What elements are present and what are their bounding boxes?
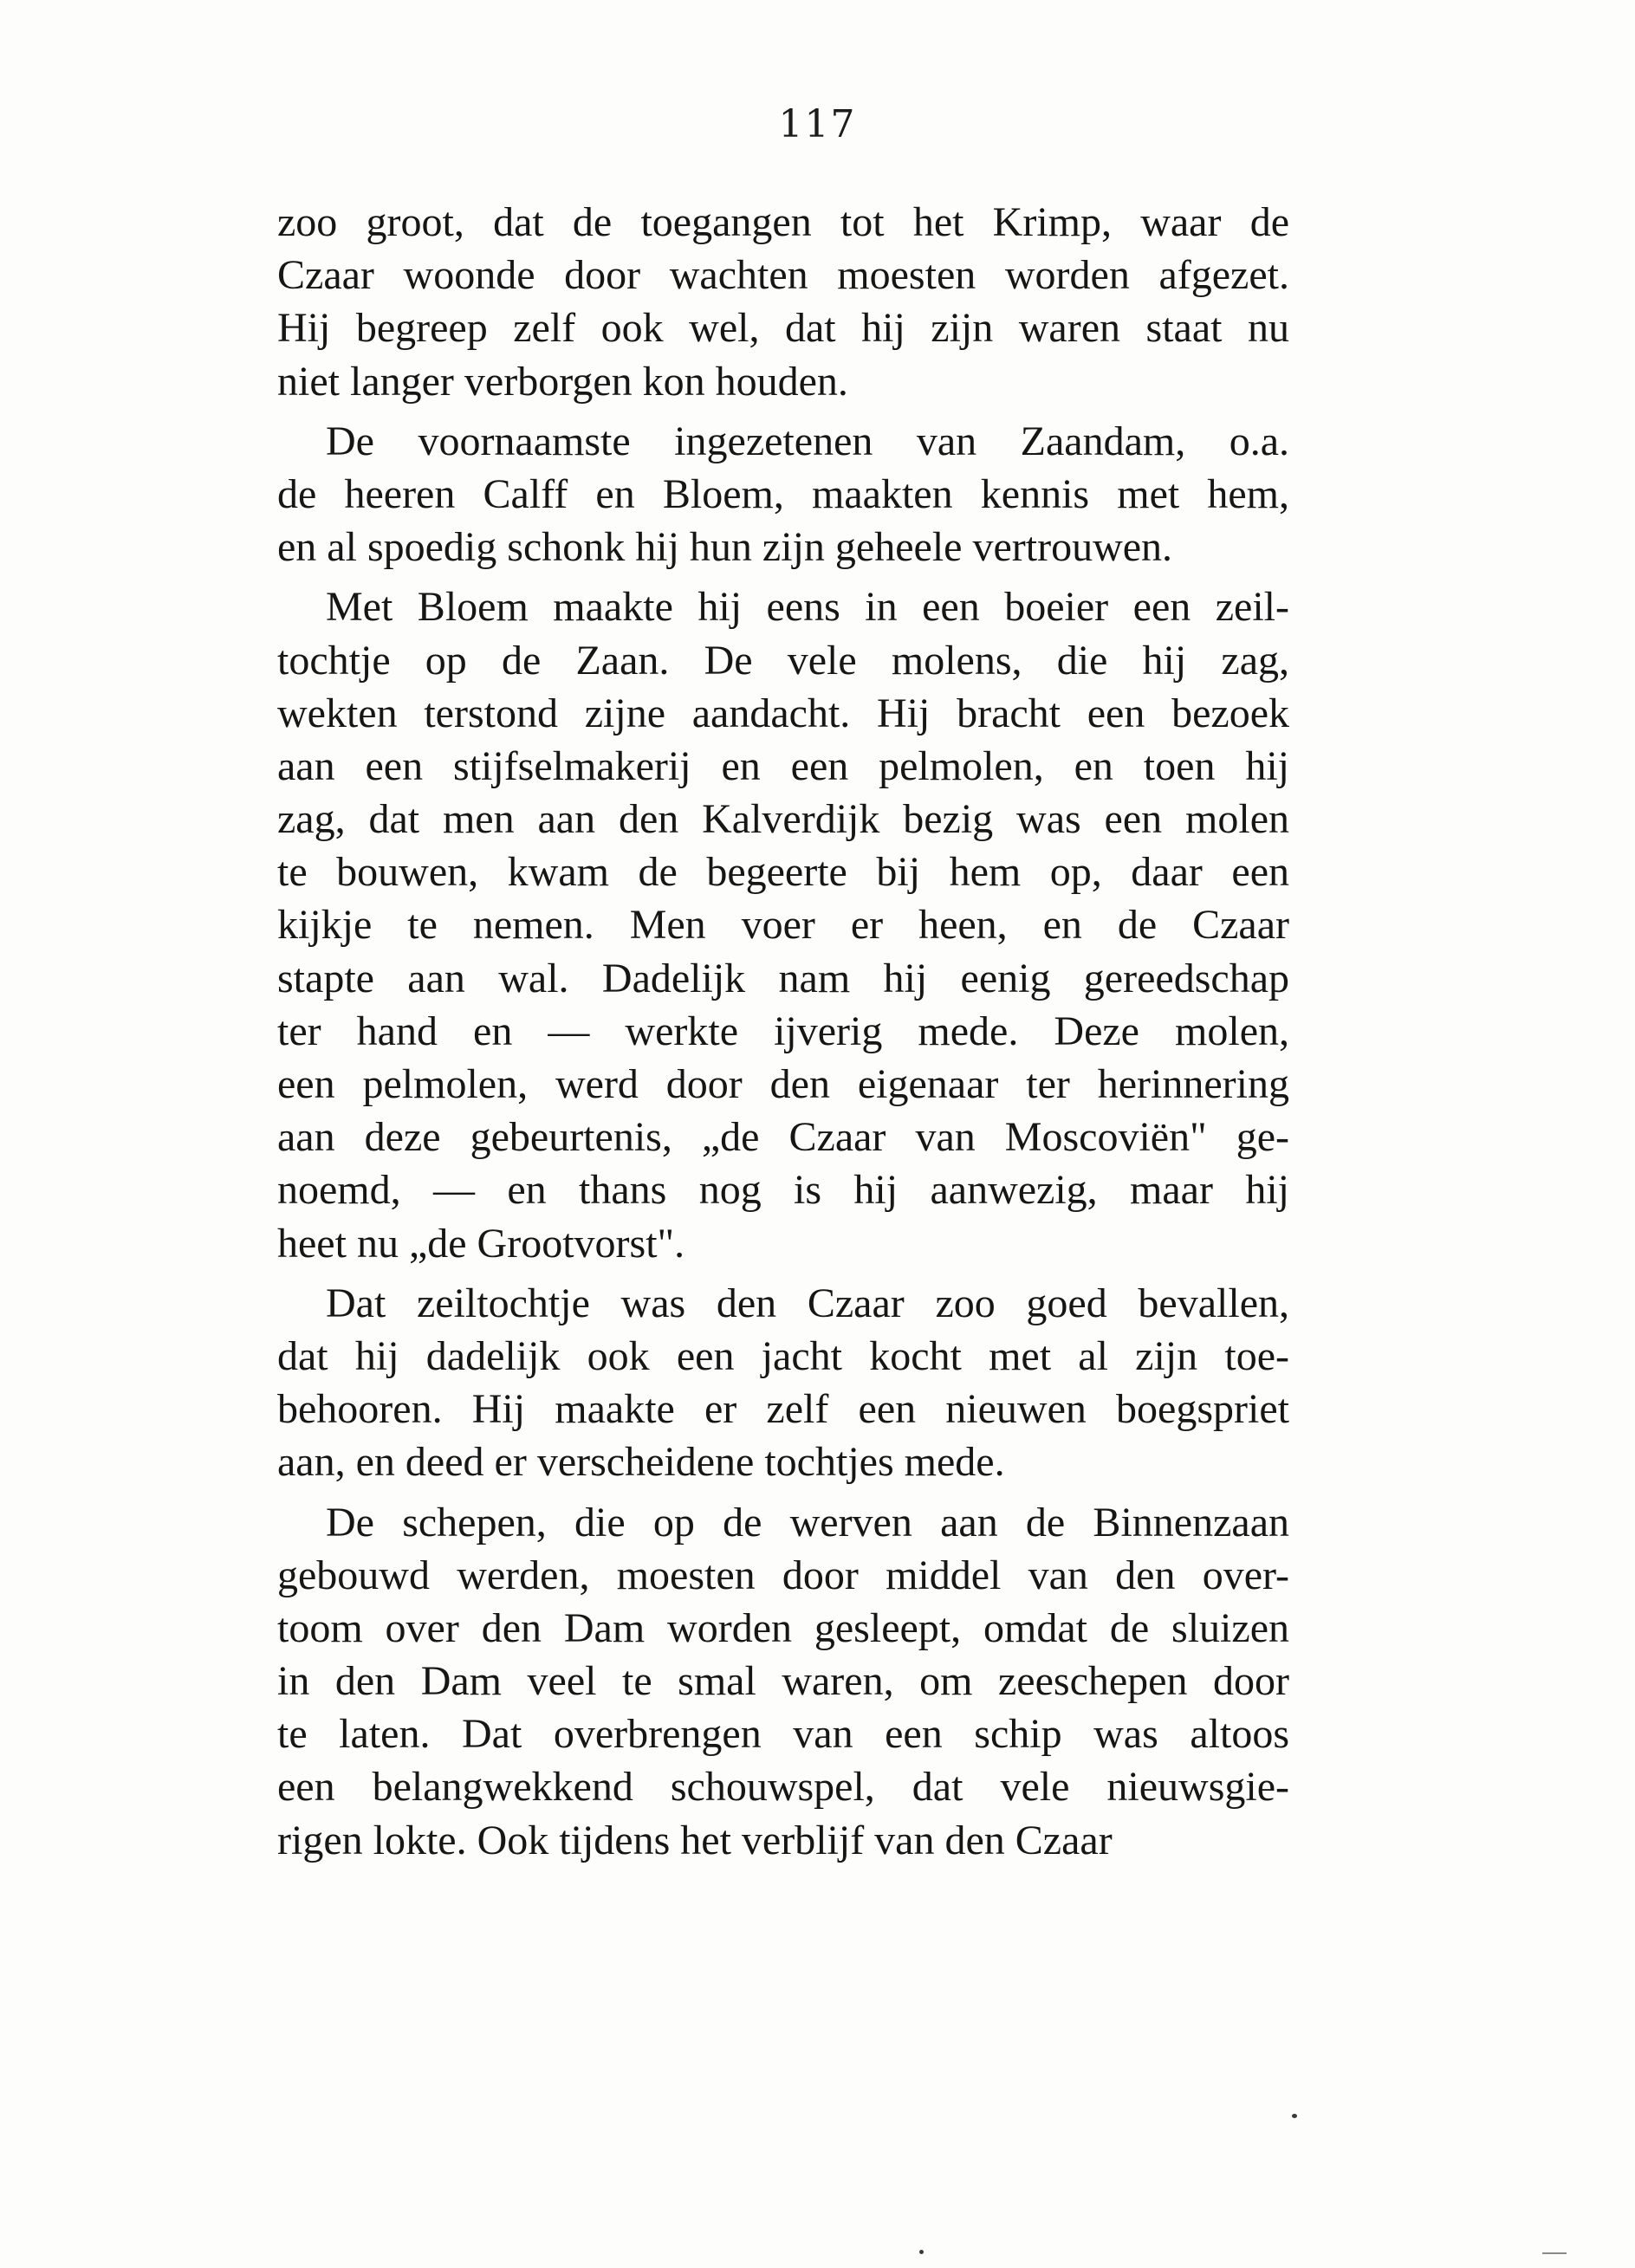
- paragraph: [277, 1496, 1289, 1867]
- text-line: Dat zeiltochtje was den Czaar zoo goed bevallen,: [326, 1280, 1289, 1326]
- text-line: rigen lokte. Ook tijdens het verblijf van den Czaar: [277, 1817, 1113, 1863]
- text-line: aan deze gebeurtenis, „de Czaar van Moscoviën" ge-: [277, 1114, 1289, 1161]
- text-line: aan een stijfselmakerij en een pelmolen, en toen hij: [277, 742, 1289, 789]
- page-number: 117: [778, 102, 857, 146]
- text-line: heet nu „de Grootvorst".: [277, 1220, 685, 1267]
- text-line: te bouwen, kwam de begeerte bij hem op, daar een: [277, 849, 1289, 896]
- text-line: kijkje te nemen. Men voer er heen, en de Czaar: [277, 902, 1289, 949]
- scan-speck: [919, 2250, 924, 2254]
- scan-speck: [1292, 2114, 1297, 2118]
- text-line: een belangwekkend schouwspel, dat vele nieuwsgie-: [277, 1764, 1289, 1811]
- text-line: zag, dat men aan den Kalverdijk bezig was een molen: [277, 796, 1289, 843]
- text-line: behooren. Hij maakte er zelf een nieuwen boegspriet: [277, 1386, 1289, 1433]
- text-line: De schepen, die op de werven aan de Binnenzaan: [326, 1499, 1289, 1545]
- text-line: wekten terstond zijne aandacht. Hij bracht een bezoek: [277, 690, 1289, 736]
- scan-edge-mark: [1542, 2252, 1567, 2254]
- paragraph: [277, 580, 1289, 1269]
- text-line: Czaar woonde door wachten moesten worden afgezet.: [277, 252, 1289, 299]
- body-text: [277, 196, 1289, 1867]
- text-line: Hij begreep zelf ook wel, dat hij zijn waren staat nu: [277, 305, 1289, 352]
- paragraph: [277, 1277, 1289, 1489]
- text-line: noemd, — en thans nog is hij aanwezig, maar hij: [277, 1167, 1289, 1214]
- paragraph: [277, 196, 1289, 408]
- text-line: te laten. Dat overbrengen van een schip was altoos: [277, 1711, 1289, 1758]
- text-line: toom over den Dam worden gesleept, omdat de sluizen: [277, 1604, 1289, 1651]
- text-line: zoo groot, dat de toegangen tot het Krimp, waar de: [277, 199, 1289, 245]
- text-line: een pelmolen, werd door den eigenaar ter herinnering: [277, 1061, 1289, 1107]
- text-line: niet langer verborgen kon houden.: [277, 358, 848, 405]
- paragraph: [277, 415, 1289, 574]
- text-line: tochtje op de Zaan. De vele molens, die hij zag,: [277, 637, 1289, 684]
- text-line: aan, en deed er verscheidene tochtjes mede.: [277, 1439, 1005, 1486]
- text-line: De voornaamste ingezetenen van Zaandam, o.a.: [326, 418, 1289, 464]
- text-line: stapte aan wal. Dadelijk nam hij eenig gereedschap: [277, 955, 1289, 1001]
- text-line: en al spoedig schonk hij hun zijn geheele vertrouwen.: [277, 524, 1173, 571]
- text-line: de heeren Calff en Bloem, maakten kennis met hem,: [277, 470, 1289, 517]
- text-line: Met Bloem maakte hij eens in een boeier een zeil-: [326, 584, 1289, 631]
- text-line: gebouwd werden, moesten door middel van den over-: [277, 1552, 1289, 1598]
- text-line: ter hand en — werkte ijverig mede. Deze molen,: [277, 1008, 1289, 1054]
- text-line: in den Dam veel te smal waren, om zeeschepen door: [277, 1658, 1289, 1705]
- text-line: dat hij dadelijk ook een jacht kocht met al zijn toe-: [277, 1332, 1289, 1379]
